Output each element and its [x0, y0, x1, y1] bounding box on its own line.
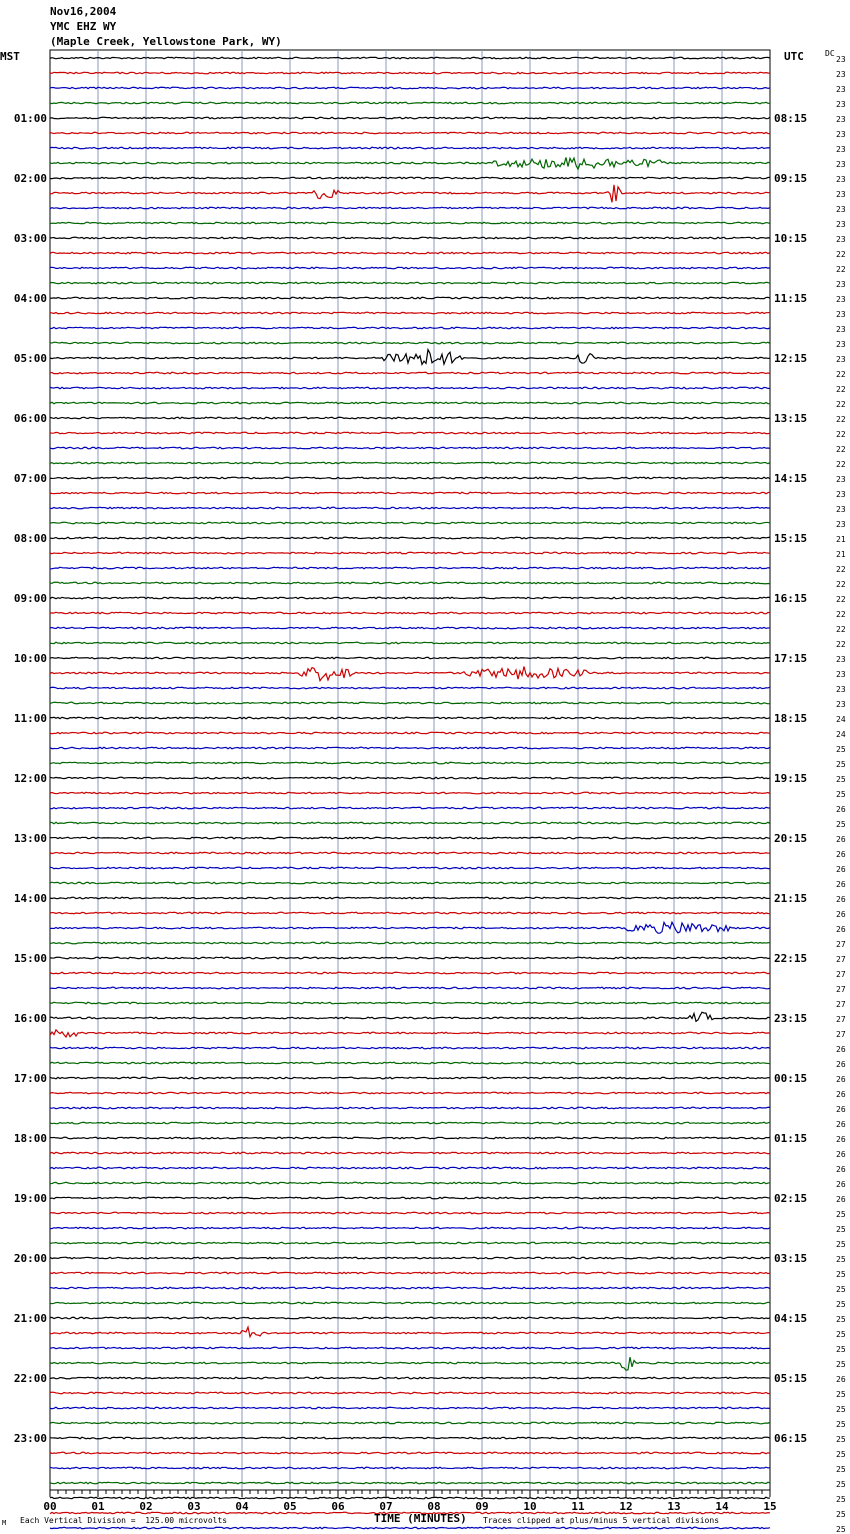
- mst-hour-label: 10:00: [13, 652, 47, 665]
- dc-offset-label: 26: [836, 1090, 846, 1099]
- seismic-trace: [50, 1272, 770, 1274]
- seismic-trace: [50, 72, 770, 74]
- dc-offset-label: 22: [836, 400, 846, 409]
- dc-offset-label: 25: [836, 1315, 846, 1324]
- utc-hour-label: 14:15: [774, 472, 808, 485]
- seismic-trace: [50, 57, 770, 59]
- mst-hour-label: 06:00: [13, 412, 47, 425]
- dc-offset-label: 25: [836, 1465, 846, 1474]
- seismic-trace: [50, 87, 770, 89]
- seismic-trace: [50, 1182, 770, 1184]
- seismic-trace: [50, 612, 770, 614]
- mst-hour-label: 04:00: [13, 292, 47, 305]
- dc-offset-label: 25: [836, 1510, 846, 1519]
- mst-hour-label: 19:00: [13, 1192, 47, 1205]
- utc-hour-label: 00:15: [774, 1072, 808, 1085]
- dc-offset-label: 22: [836, 415, 846, 424]
- seismic-trace: [50, 1227, 770, 1229]
- seismic-trace: [50, 1002, 770, 1004]
- seismic-trace: [50, 1092, 770, 1094]
- seismic-trace: [50, 327, 770, 329]
- utc-hour-label: 01:15: [774, 1132, 808, 1145]
- dc-offset-label: 25: [836, 1330, 846, 1339]
- seismic-trace: [50, 462, 770, 464]
- seismic-trace: [50, 1452, 770, 1454]
- mst-hour-label: 13:00: [13, 832, 47, 845]
- seismic-trace: [50, 117, 770, 119]
- dc-offset-label: 25: [836, 1450, 846, 1459]
- dc-offset-label: 26: [836, 895, 846, 904]
- dc-offset-label: 23: [836, 190, 846, 199]
- dc-offset-label: 26: [836, 1150, 846, 1159]
- mst-hour-label: 02:00: [13, 172, 47, 185]
- dc-offset-label: 26: [836, 1135, 846, 1144]
- seismic-trace: [50, 1287, 770, 1289]
- dc-offset-label: 26: [836, 1180, 846, 1189]
- dc-offset-label: 23: [836, 205, 846, 214]
- dc-offset-label: 26: [836, 1060, 846, 1069]
- dc-offset-label: 22: [836, 445, 846, 454]
- dc-offset-label: 27: [836, 985, 846, 994]
- dc-offset-label: 26: [836, 805, 846, 814]
- dc-offset-label: 23: [836, 310, 846, 319]
- dc-offset-label: 23: [836, 70, 846, 79]
- dc-offset-label: 23: [836, 655, 846, 664]
- dc-offset-label: 23: [836, 475, 846, 484]
- seismic-trace: [50, 1077, 770, 1079]
- x-tick-label: 08: [427, 1500, 441, 1513]
- dc-offset-label: 27: [836, 1000, 846, 1009]
- dc-offset-label: 23: [836, 325, 846, 334]
- dc-offset-label: 24: [836, 715, 846, 724]
- dc-offset-label: 25: [836, 1270, 846, 1279]
- dc-offset-label: 23: [836, 235, 846, 244]
- dc-offset-label: 25: [836, 820, 846, 829]
- utc-hour-label: 05:15: [774, 1372, 808, 1385]
- x-axis-title: TIME (MINUTES): [374, 1512, 467, 1525]
- seismic-trace: [50, 1327, 770, 1337]
- seismic-trace: [50, 350, 770, 365]
- seismic-trace: [50, 1317, 770, 1319]
- dc-offset-label: 23: [836, 115, 846, 124]
- dc-offset-label: 23: [836, 160, 846, 169]
- mst-hour-label: 23:00: [13, 1432, 47, 1445]
- mst-hour-label: 22:00: [13, 1372, 47, 1385]
- utc-hour-label: 13:15: [774, 412, 808, 425]
- dc-offset-label: 23: [836, 295, 846, 304]
- seismic-trace: [50, 1212, 770, 1214]
- seismic-trace: [50, 1422, 770, 1424]
- utc-hour-label: 06:15: [774, 1432, 808, 1445]
- seismic-trace: [50, 1302, 770, 1304]
- seismic-trace: [50, 432, 770, 434]
- dc-offset-label: 22: [836, 460, 846, 469]
- seismic-trace: [50, 447, 770, 449]
- dc-offset-label: 25: [836, 1435, 846, 1444]
- seismic-trace: [50, 1407, 770, 1409]
- seismic-trace: [50, 1257, 770, 1259]
- seismic-trace: [50, 1137, 770, 1139]
- seismic-trace: [50, 1527, 770, 1529]
- dc-offset-label: 23: [836, 700, 846, 709]
- dc-offset-label: 25: [836, 1210, 846, 1219]
- seismic-trace: [50, 387, 770, 389]
- seismic-trace: [50, 1392, 770, 1394]
- seismic-trace: [50, 1467, 770, 1469]
- dc-offset-label: 27: [836, 1015, 846, 1024]
- seismic-trace: [50, 477, 770, 479]
- seismic-trace: [50, 132, 770, 134]
- utc-hour-label: 17:15: [774, 652, 808, 665]
- dc-offset-label: 23: [836, 670, 846, 679]
- dc-offset-label: 26: [836, 910, 846, 919]
- mst-hour-label: 11:00: [13, 712, 47, 725]
- seismic-trace: [50, 922, 770, 933]
- dc-offset-label: 22: [836, 580, 846, 589]
- seismic-trace: [50, 777, 770, 779]
- mst-hour-label: 09:00: [13, 592, 47, 605]
- x-tick-label: 03: [187, 1500, 201, 1513]
- seismic-trace: [50, 597, 770, 599]
- seismic-trace: [50, 1030, 770, 1037]
- dc-offset-label: 21: [836, 550, 846, 559]
- seismic-trace: [50, 852, 770, 854]
- seismic-trace: [50, 1242, 770, 1244]
- dc-offset-label: 22: [836, 625, 846, 634]
- mst-hour-label: 16:00: [13, 1012, 47, 1025]
- seismic-trace: [50, 147, 770, 149]
- seismic-trace: [50, 732, 770, 734]
- dc-offset-label: 24: [836, 730, 846, 739]
- seismic-trace: [50, 1167, 770, 1169]
- seismic-trace: [50, 627, 770, 629]
- seismic-trace: [50, 867, 770, 869]
- dc-offset-label: 25: [836, 1480, 846, 1489]
- x-tick-label: 05: [283, 1500, 297, 1513]
- mst-hour-label: 07:00: [13, 472, 47, 485]
- x-tick-label: 07: [379, 1500, 393, 1513]
- dc-offset-label: 27: [836, 940, 846, 949]
- dc-offset-label: 26: [836, 1195, 846, 1204]
- dc-offset-label: 23: [836, 175, 846, 184]
- dc-offset-label: 26: [836, 1045, 846, 1054]
- left-axis-timezone: MST: [0, 50, 20, 63]
- seismic-trace: [50, 402, 770, 404]
- corner-mark: M: [2, 1519, 7, 1527]
- seismic-trace: [50, 522, 770, 524]
- mst-hour-label: 18:00: [13, 1132, 47, 1145]
- dc-offset-label: 26: [836, 850, 846, 859]
- seismic-trace: [50, 507, 770, 509]
- seismic-trace: [50, 957, 770, 959]
- x-tick-label: 12: [619, 1500, 633, 1513]
- seismic-trace: [50, 102, 770, 104]
- dc-offset-label: 22: [836, 265, 846, 274]
- dc-offset-label: 23: [836, 355, 846, 364]
- seismic-trace: [50, 942, 770, 944]
- x-tick-label: 11: [571, 1500, 585, 1513]
- seismic-trace: [50, 252, 770, 254]
- plot-date: Nov16,2004: [50, 5, 117, 18]
- x-tick-label: 02: [139, 1500, 153, 1513]
- seismic-trace: [50, 1437, 770, 1439]
- seismic-trace: [50, 1482, 770, 1484]
- seismic-trace: [50, 177, 770, 179]
- dc-offset-label: 22: [836, 385, 846, 394]
- seismic-trace: [50, 642, 770, 644]
- seismic-trace: [50, 312, 770, 314]
- dc-offset-label: 23: [836, 685, 846, 694]
- dc-offset-label: 25: [836, 1390, 846, 1399]
- dc-offset-label: 26: [836, 1165, 846, 1174]
- seismic-trace: [50, 657, 770, 659]
- dc-offset-label: 22: [836, 565, 846, 574]
- dc-offset-label: 25: [836, 760, 846, 769]
- dc-offset-label: 25: [836, 790, 846, 799]
- mst-hour-label: 05:00: [13, 352, 47, 365]
- seismic-trace: [50, 717, 770, 719]
- utc-hour-label: 09:15: [774, 172, 808, 185]
- dc-offset-label: 25: [836, 1240, 846, 1249]
- seismic-trace: [50, 897, 770, 899]
- seismic-trace: [50, 267, 770, 269]
- dc-offset-label: 26: [836, 1120, 846, 1129]
- seismic-trace: [50, 792, 770, 794]
- utc-hour-label: 21:15: [774, 892, 808, 905]
- seismic-trace: [50, 492, 770, 494]
- dc-offset-label: 23: [836, 505, 846, 514]
- utc-hour-label: 23:15: [774, 1012, 808, 1025]
- x-tick-label: 14: [715, 1500, 729, 1513]
- seismic-trace: [50, 1047, 770, 1049]
- seismic-trace: [50, 1062, 770, 1064]
- seismic-trace: [50, 552, 770, 554]
- mst-hour-label: 20:00: [13, 1252, 47, 1265]
- dc-offset-label: 23: [836, 85, 846, 94]
- seismic-trace: [50, 1197, 770, 1199]
- utc-hour-label: 15:15: [774, 532, 808, 545]
- mst-hour-label: 01:00: [13, 112, 47, 125]
- dc-offset-label: 27: [836, 970, 846, 979]
- dc-offset-label: 23: [836, 520, 846, 529]
- x-tick-label: 09: [475, 1500, 489, 1513]
- seismic-trace: [50, 207, 770, 209]
- seismic-trace: [50, 282, 770, 284]
- x-tick-label: 00: [43, 1500, 57, 1513]
- x-tick-label: 04: [235, 1500, 249, 1513]
- seismic-trace: [50, 1357, 770, 1370]
- dc-offset-label: 23: [836, 145, 846, 154]
- utc-hour-label: 18:15: [774, 712, 808, 725]
- utc-hour-label: 08:15: [774, 112, 808, 125]
- seismic-trace: [50, 747, 770, 749]
- seismic-trace: [50, 807, 770, 809]
- seismic-trace: [50, 1497, 770, 1499]
- x-tick-label: 10: [523, 1500, 537, 1513]
- seismic-trace: [50, 1012, 770, 1021]
- station-code: YMC EHZ WY: [50, 20, 117, 33]
- seismic-trace: [50, 912, 770, 914]
- mst-hour-label: 15:00: [13, 952, 47, 965]
- utc-hour-label: 03:15: [774, 1252, 808, 1265]
- dc-offset-label: 26: [836, 835, 846, 844]
- dc-offset-label: 25: [836, 1405, 846, 1414]
- seismic-trace: [50, 762, 770, 764]
- utc-hour-label: 11:15: [774, 292, 808, 305]
- seismic-trace: [50, 157, 770, 169]
- seismic-trace: [50, 297, 770, 299]
- seismic-trace: [50, 702, 770, 704]
- mst-hour-label: 21:00: [13, 1312, 47, 1325]
- seismic-trace: [50, 185, 770, 203]
- dc-offset-label: 22: [836, 610, 846, 619]
- x-tick-label: 13: [667, 1500, 681, 1513]
- seismic-trace: [50, 342, 770, 344]
- dc-offset-label: 26: [836, 1075, 846, 1084]
- dc-offset-label: 23: [836, 220, 846, 229]
- x-tick-label: 15: [763, 1500, 777, 1513]
- dc-offset-label: 23: [836, 280, 846, 289]
- dc-offset-label: 26: [836, 880, 846, 889]
- dc-offset-label: 25: [836, 745, 846, 754]
- dc-offset-label: 22: [836, 250, 846, 259]
- dc-offset-label: 22: [836, 370, 846, 379]
- dc-offset-label: 23: [836, 100, 846, 109]
- dc-offset-label: 25: [836, 1255, 846, 1264]
- seismic-trace: [50, 1107, 770, 1109]
- x-tick-label: 01: [91, 1500, 105, 1513]
- seismic-trace: [50, 417, 770, 419]
- utc-hour-label: 20:15: [774, 832, 808, 845]
- seismic-trace: [50, 972, 770, 974]
- dc-offset-label: 25: [836, 1360, 846, 1369]
- dc-column-header: DC: [825, 49, 835, 58]
- mst-hour-label: 12:00: [13, 772, 47, 785]
- utc-hour-label: 10:15: [774, 232, 808, 245]
- mst-hour-label: 17:00: [13, 1072, 47, 1085]
- seismic-trace: [50, 237, 770, 239]
- dc-offset-label: 26: [836, 865, 846, 874]
- dc-offset-label: 22: [836, 430, 846, 439]
- seismic-trace: [50, 1122, 770, 1124]
- station-location: (Maple Creek, Yellowstone Park, WY): [50, 35, 282, 48]
- x-tick-label: 06: [331, 1500, 345, 1513]
- seismic-trace: [50, 987, 770, 989]
- clipping-note: Traces clipped at plus/minus 5 vertical divisions: [483, 1516, 720, 1525]
- dc-offset-label: 22: [836, 640, 846, 649]
- utc-hour-label: 19:15: [774, 772, 808, 785]
- dc-offset-label: 25: [836, 1225, 846, 1234]
- dc-offset-label: 23: [836, 55, 846, 64]
- utc-hour-label: 02:15: [774, 1192, 808, 1205]
- dc-offset-label: 25: [836, 1300, 846, 1309]
- dc-offset-label: 27: [836, 955, 846, 964]
- dc-offset-label: 26: [836, 925, 846, 934]
- seismic-trace: [50, 1377, 770, 1379]
- dc-offset-label: 26: [836, 1375, 846, 1384]
- dc-offset-label: 27: [836, 1030, 846, 1039]
- mst-hour-label: 08:00: [13, 532, 47, 545]
- dc-offset-label: 25: [836, 775, 846, 784]
- seismic-trace: [50, 537, 770, 539]
- utc-hour-label: 16:15: [774, 592, 808, 605]
- seismic-trace: [50, 567, 770, 569]
- dc-offset-label: 23: [836, 130, 846, 139]
- seismic-trace: [50, 882, 770, 884]
- seismic-trace: [50, 687, 770, 689]
- dc-offset-label: 21: [836, 535, 846, 544]
- dc-offset-label: 23: [836, 340, 846, 349]
- dc-offset-label: 25: [836, 1495, 846, 1504]
- utc-hour-label: 12:15: [774, 352, 808, 365]
- seismic-trace: [50, 822, 770, 824]
- dc-offset-label: 25: [836, 1525, 846, 1534]
- utc-hour-label: 22:15: [774, 952, 808, 965]
- dc-offset-label: 25: [836, 1345, 846, 1354]
- mst-hour-label: 14:00: [13, 892, 47, 905]
- seismic-trace: [50, 372, 770, 374]
- utc-hour-label: 04:15: [774, 1312, 808, 1325]
- seismic-trace: [50, 1347, 770, 1349]
- dc-offset-label: 26: [836, 1105, 846, 1114]
- dc-offset-label: 22: [836, 595, 846, 604]
- seismic-trace: [50, 222, 770, 224]
- dc-offset-label: 25: [836, 1420, 846, 1429]
- vertical-scale-note: Each Vertical Division = 125.00 microvolts: [20, 1516, 228, 1525]
- dc-offset-label: 23: [836, 490, 846, 499]
- seismic-trace: [50, 1152, 770, 1154]
- seismic-trace: [50, 582, 770, 584]
- seismic-trace: [50, 667, 770, 681]
- dc-offset-label: 25: [836, 1285, 846, 1294]
- seismic-trace: [50, 837, 770, 839]
- mst-hour-label: 03:00: [13, 232, 47, 245]
- right-axis-timezone: UTC: [784, 50, 804, 63]
